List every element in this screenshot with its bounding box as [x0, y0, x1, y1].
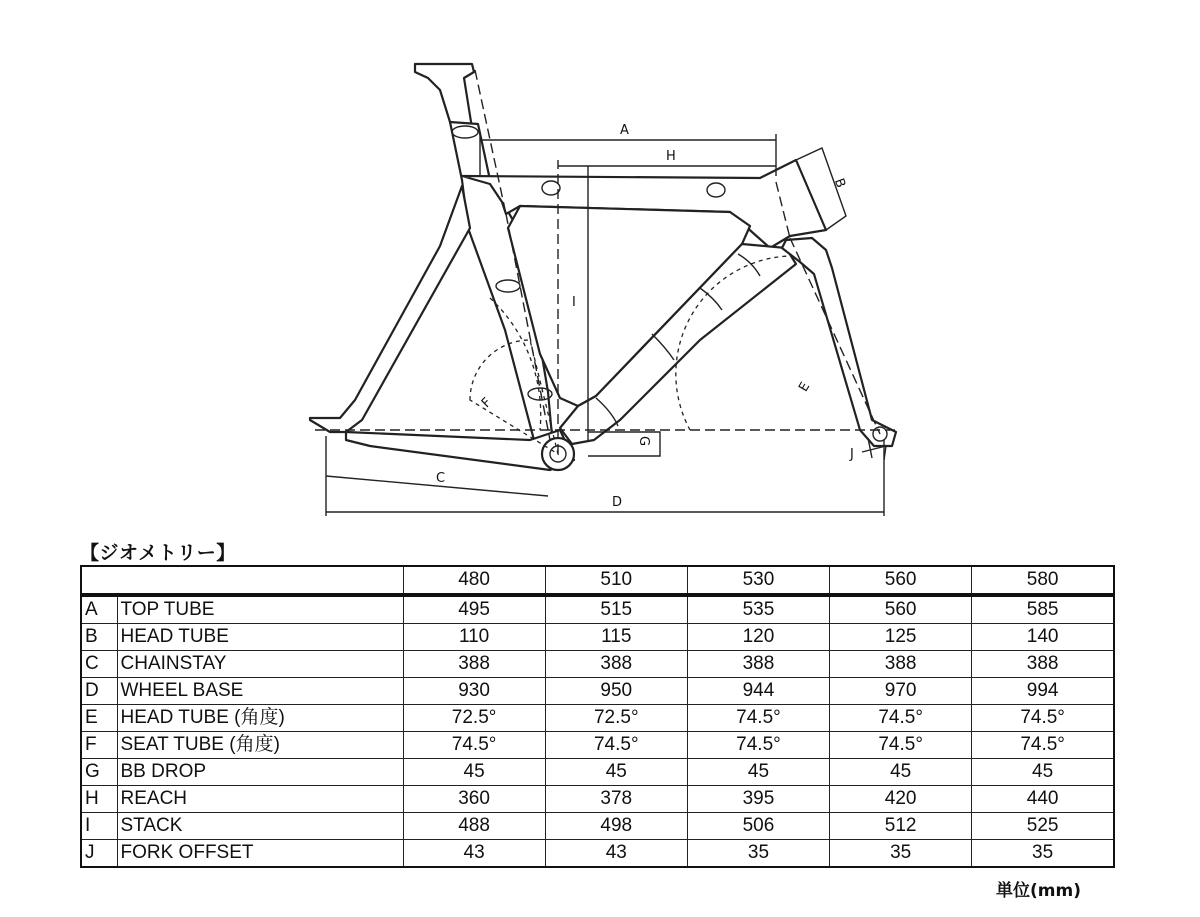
seat-stay	[310, 186, 470, 432]
dim-label-a: A	[620, 123, 629, 138]
table-row	[81, 786, 1114, 813]
row-letter: G	[81, 759, 117, 786]
row-value: 488	[403, 813, 545, 840]
row-letter: F	[81, 732, 117, 759]
table-row	[81, 678, 1114, 705]
row-value: 388	[830, 651, 972, 678]
row-value: 43	[403, 840, 545, 868]
row-value: 72.5°	[545, 705, 687, 732]
table-row	[81, 595, 1114, 624]
dim-label-h: H	[666, 149, 676, 164]
row-value: 115	[545, 624, 687, 651]
row-label: WHEEL BASE	[117, 678, 403, 705]
row-label: TOP TUBE	[117, 595, 403, 624]
row-value: 74.5°	[403, 732, 545, 759]
row-value: 560	[830, 595, 972, 624]
row-value: 125	[830, 624, 972, 651]
row-value: 515	[545, 595, 687, 624]
row-value: 950	[545, 678, 687, 705]
row-value: 395	[687, 786, 829, 813]
dim-label-f: F	[478, 395, 495, 412]
row-value: 585	[972, 595, 1114, 624]
row-value: 110	[403, 624, 545, 651]
row-value: 45	[972, 759, 1114, 786]
dim-label-e: E	[796, 379, 814, 395]
row-value: 420	[830, 786, 972, 813]
row-value: 525	[972, 813, 1114, 840]
row-label: BB DROP	[117, 759, 403, 786]
size-header: 530	[687, 566, 829, 595]
row-value: 45	[830, 759, 972, 786]
row-label: HEAD TUBE (角度)	[117, 705, 403, 732]
dim-j-line	[862, 446, 886, 460]
row-value: 388	[545, 651, 687, 678]
dim-label-i: I	[572, 295, 576, 310]
row-letter: D	[81, 678, 117, 705]
row-value: 512	[830, 813, 972, 840]
row-letter: H	[81, 786, 117, 813]
table-row	[81, 840, 1114, 868]
row-value: 74.5°	[687, 732, 829, 759]
dim-label-d: D	[612, 495, 623, 510]
table-row	[81, 813, 1114, 840]
row-label: REACH	[117, 786, 403, 813]
row-letter: E	[81, 705, 117, 732]
row-value: 994	[972, 678, 1114, 705]
row-value: 35	[972, 840, 1114, 868]
size-header: 580	[972, 566, 1114, 595]
row-value: 74.5°	[830, 705, 972, 732]
row-letter: A	[81, 595, 117, 624]
row-value: 930	[403, 678, 545, 705]
row-value: 72.5°	[403, 705, 545, 732]
row-value: 944	[687, 678, 829, 705]
row-value: 495	[403, 595, 545, 624]
row-value: 388	[972, 651, 1114, 678]
table-row	[81, 732, 1114, 759]
dim-label-g: G	[636, 436, 651, 447]
row-value: 74.5°	[972, 732, 1114, 759]
row-value: 970	[830, 678, 972, 705]
table-row	[81, 705, 1114, 732]
row-value: 45	[403, 759, 545, 786]
row-value: 378	[545, 786, 687, 813]
row-value: 74.5°	[687, 705, 829, 732]
size-header: 480	[403, 566, 545, 595]
dim-label-c: C	[436, 471, 446, 486]
row-letter: I	[81, 813, 117, 840]
size-header: 510	[545, 566, 687, 595]
row-value: 140	[972, 624, 1114, 651]
table-row	[81, 759, 1114, 786]
row-value: 35	[687, 840, 829, 868]
size-header: 560	[830, 566, 972, 595]
row-value: 440	[972, 786, 1114, 813]
chainstay	[346, 430, 574, 470]
dim-label-j: J	[850, 447, 854, 462]
row-label: HEAD TUBE	[117, 624, 403, 651]
row-value: 43	[545, 840, 687, 868]
dim-a-line	[480, 134, 776, 176]
section-title: 【ジオメトリー】	[80, 542, 236, 564]
size-header-row	[81, 566, 1114, 595]
table-row	[81, 651, 1114, 678]
row-value: 360	[403, 786, 545, 813]
row-value: 35	[830, 840, 972, 868]
table-row	[81, 624, 1114, 651]
row-value: 74.5°	[545, 732, 687, 759]
fork	[782, 238, 896, 446]
row-label: SEAT TUBE (角度)	[117, 732, 403, 759]
row-value: 45	[687, 759, 829, 786]
geometry-table	[80, 565, 1115, 868]
corner-cell	[81, 566, 403, 595]
row-label: CHAINSTAY	[117, 651, 403, 678]
row-value: 506	[687, 813, 829, 840]
row-value: 388	[687, 651, 829, 678]
row-value: 74.5°	[972, 705, 1114, 732]
row-letter: C	[81, 651, 117, 678]
row-label: STACK	[117, 813, 403, 840]
row-value: 74.5°	[830, 732, 972, 759]
row-letter: B	[81, 624, 117, 651]
row-letter: J	[81, 840, 117, 868]
row-value: 498	[545, 813, 687, 840]
units-note: 単位(mm)	[996, 881, 1081, 901]
row-value: 388	[403, 651, 545, 678]
row-value: 120	[687, 624, 829, 651]
row-label: FORK OFFSET	[117, 840, 403, 868]
row-value: 535	[687, 595, 829, 624]
row-value: 45	[545, 759, 687, 786]
dim-label-b: B	[830, 176, 849, 190]
